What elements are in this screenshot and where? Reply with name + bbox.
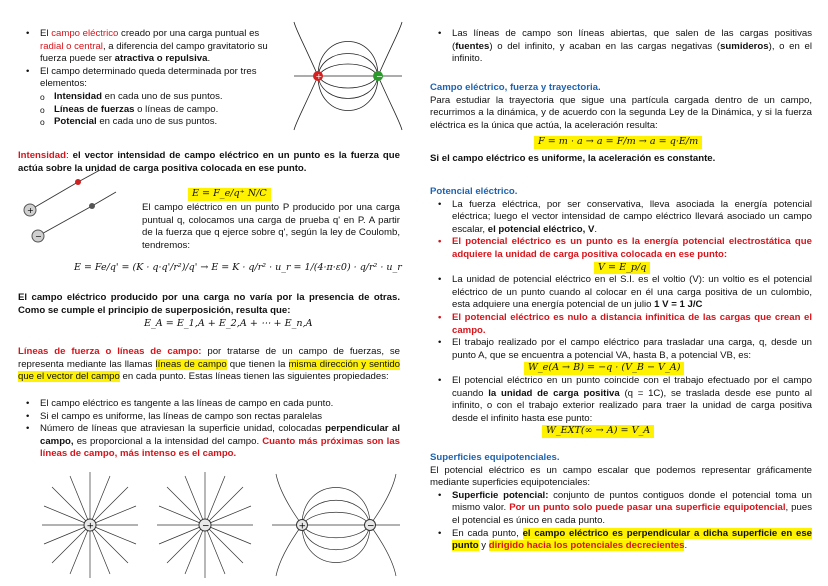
svg-text:−: − [376,72,383,81]
intro-sub-1: o Intensidad en cada uno de sus puntos. [18,91,280,104]
open-lines-bullet: • Las líneas de campo son líneas abiertas, que salen de las cargas positivas (fuentes) o del infinito, y acaban en las cargas negativas (sumideros), o en el infinito. [430,28,812,66]
potencial-bullet-2: • El potencial eléctrico es un punto es la energía potencial electrostática que adquiere la unidad de carga positiva colocada en ese punto: [430,236,812,261]
potencial-bullet-1: • La fuerza eléctrica, por ser conservativa, lleva asociada la energía potencial eléctrica; luego el vector intensidad de campo eléctrico llevará asociado un campo escalar, el potencial eléctrico, V. [430,199,812,237]
intensidad-formula: E = F_e/q⁺ N/C [188,188,271,201]
trayectoria-title: Campo eléctrico, fuerza y trayectoria. [430,82,601,93]
potencial-bullet-3: • La unidad de potencial eléctrico en el S.I. es el voltio (V): un voltio es el potencial eléctrico de un punto cuando al colocar en él una carga positiva de un culombio, esta adquiere una energía potencial de un julio 1 V = 1 J/C [430,274,812,312]
trabajo-formula: W_e(A → B) = −q · (V_B − V_A) [430,362,812,375]
dipole-field-figure [292,20,404,132]
potencial-formula: V = E_p/q [430,262,812,275]
potencial-bullet-5: • El trabajo realizado por el campo eléctrico para trasladar una carga, q, desde un punto A, que se encuentra a potencial VA, hasta B, a potencial VB, es: [430,337,812,362]
coulomb-formula: E = Fe/q' = (K · q·q'/r²)/q' → E = K · q/r² · u_r = 1/(4·π·ε0) · q/r² · u_r [74,262,402,273]
potencial-bullet-4: • El potencial eléctrico es nulo a distancia infinitica de las cargas que crean el campo. [430,312,812,337]
superficies-bullet-1: • Superficie potencial: conjunto de puntos contiguos donde el potencial toma un mismo valor. Por un punto solo puede pasar una superficie equipotencial, pues el potencial es único en cada punto. [430,490,812,528]
superficies-title: Superficies equipotenciales. [430,452,560,463]
superficies-text: El potencial eléctrico es un campo escalar que podemos representar gráficamente mediante superficies equipotenciales: [430,464,812,489]
svg-text:+: + [86,521,95,532]
lineas-section: Líneas de fuerza o líneas de campo: por tratarse de un campo de fuerzas, se representa mediante las llamas líneas de campo que tienen la misma dirección y sentido que el vector del campo en cada punto. Estas líneas tienen las siguientes propiedades: [18,346,401,383]
field-lines-figure [40,470,410,580]
superposicion-formula: E_A = E_1,A + E_2,A + ⋯ + E_n,A [144,318,313,329]
svg-text:−: − [367,521,375,532]
superficies-bullet-2: • En cada punto, el campo eléctrico es perpendicular a dicha superficie en ese punto y dirigido hacia los potenciales decrecientes. [430,528,812,553]
intro-sub-2: o Líneas de fuerzas o líneas de campo. [18,104,280,117]
superficies-section [430,452,812,553]
potencial-bullet-6: • El potencial eléctrico en un punto coincide con el trabajo efectuado por el campo cuando la unidad de carga positiva (q = 1C), se traslada desde ese punto al infinito, o con el trabajo exterior realizado para traer la unidad de carga positiva desde el infinito hasta ese punto: [430,375,812,425]
potencial-title: Potencial eléctrico. [430,186,518,197]
svg-text:+: + [298,521,307,532]
trayectoria-section [430,82,812,166]
svg-text:+: + [315,72,323,81]
lineas-prop-1: • El campo eléctrico es tangente a las líneas de campo en cada punto. [18,398,400,411]
intro-list [18,28,280,129]
superposicion-text: El campo eléctrico producido por una carga no varía por la presencia de otras. Como se cumple el principio de superposición, resulta que: [18,292,400,316]
intro-bullet-1: • El campo eléctrico creado por una carga puntual es radial o central, a diferencia del campo gravitatorio su fuerza puede ser atractiva o repulsiva. [18,28,280,66]
lineas-prop-2: • Si el campo es uniforme, las líneas de campo son rectas paralelas [18,411,400,424]
trabajo-ext-formula: W_EXT(∞ → A) = V_A [430,425,812,438]
intro-sub-3: o Potencial en cada uno de sus puntos. [18,116,280,129]
svg-text:−: − [35,232,42,241]
intro-bullet-2: • El campo determinado queda determinada por tres elementos: [18,66,280,91]
intensidad-explanation: El campo eléctrico en un punto P producido por una carga puntual q, colocamos una carga de prueba q' en P. A partir de la fuerza que q ejerce sobre q', según la ley de Coulomb, tendremos: [142,202,400,251]
intensidad-section: Intensidad: el vector intensidad de campo eléctrico en un punto es la fuerza que actúa sobre la unidad de carga positiva colocada en ese punto. [18,150,400,174]
trayectoria-conclusion: Si el campo eléctrico es uniforme, la aceleración es constante. [430,152,716,164]
trayectoria-formula: F = m · a → a = F/m → a = q·E/m [430,136,812,149]
coulomb-charges-figure [18,166,128,248]
lineas-prop-3: • Número de líneas que atraviesan la superficie unidad, colocadas perpendicular al campo, es proporcional a la intensidad del campo. Cuanto más próximas son las líneas de campo, más intenso es el campo. [18,423,400,461]
lineas-properties [18,398,400,461]
trayectoria-text: Para estudiar la trayectoria que sigue una partícula cargada dentro de un campo, recurrimos a la dinámica, y de acuerdo con la segunda Ley de la Dinámica, y si la fuerza eléctrica es la única que actúa, la aceleración resulta: [430,94,812,131]
svg-text:−: − [202,521,210,532]
svg-text:+: + [27,206,34,215]
potencial-section [430,186,812,438]
